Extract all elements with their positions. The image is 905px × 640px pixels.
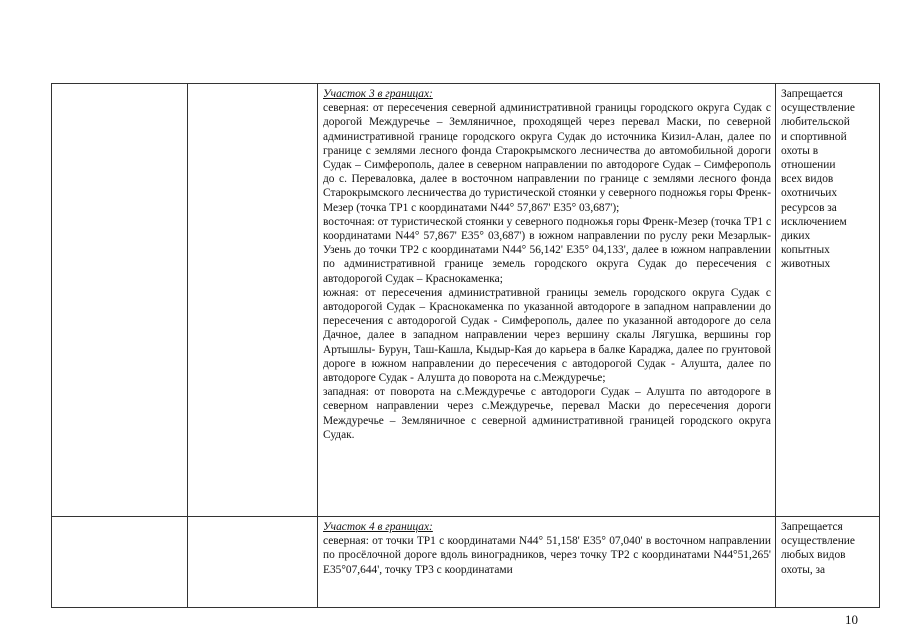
- restriction-line: копытных: [781, 244, 830, 257]
- restriction-line: диких: [781, 230, 811, 243]
- table-row: [52, 517, 880, 608]
- restriction-line: отношении: [781, 159, 836, 172]
- restriction-line: осуществление: [781, 535, 855, 548]
- page-number: 10: [845, 612, 858, 627]
- restriction-line: Запрещается: [781, 521, 843, 533]
- section-3-description: [318, 84, 776, 517]
- empty-cell: [52, 84, 188, 517]
- boundary-east: восточная: от туристической стоянки у северного подножья горы Френк-Мезер (точка ТР1 с координатами N44° 57,867' E35° 03,687') в южном направлении по руслу реки Мезарлык-Узень до точки ТР2 с координатами N44° 56,142' E35° 04,133', далее в южном направлении по административной границе земель городского округа Судак до пересечения с автодорогой Судак – Краснокаменка;: [323, 215, 771, 285]
- restriction-line: всех видов: [781, 173, 834, 186]
- boundary-west: западная: от поворота на с.Междуречье с автодороги Судак – Алушта по автодороге в северном направлении через с.Междуречье, перевал Маски до пересечения дороги Междуречье – Земляничное с северной административной границей городского округа Судак.: [323, 386, 771, 441]
- section-3-restriction: [776, 84, 880, 517]
- restriction-line: ресурсов за: [781, 201, 837, 214]
- section-4-description: [318, 517, 776, 608]
- boundary-south: южная: от пересечения административной границы земель городского округа Судак с автодорогой Судак – Краснокаменка по указанной автодороге в западном направлении до пересечения с автодорогой Судак - Симферополь, далее по указанной автодороге до села Дачное, далее в западном направлении через вершину скалы Лягушка, вершины гор Артышлы- Бурун, Таш-Кашла, Кыдыр-Кая до карьера в балке Караджа, далее по грунтовой дороге в южном направлении до пересечения с автодорогой Судак - Алушта, далее по автодороге Судак - Алушта до поворота на с.Междуречье;: [323, 286, 771, 385]
- restriction-line: охотничьих: [781, 187, 838, 200]
- section-4-restriction: [776, 517, 880, 608]
- restriction-line: охоты, за: [781, 563, 826, 576]
- restriction-line: и спортивной: [781, 130, 847, 143]
- section-title: Участок 4 в границах:: [323, 521, 433, 533]
- boundary-north: северная: от точки ТР1 с координатами N44° 51,158' E35° 07,040' в восточном направлении по просёлочной дороге вдоль виноградников, через точку ТР2 с координатами N44°51,265' E35°07,644', точку ТР3 с координатами: [323, 535, 771, 576]
- boundary-north: северная: от пересечения северной административной границы городского округа Судак с дорогой Междуречье – Земляничное, проходящей через перевал Маски, по северной административной границе городского округа Судак до источника Кизил-Алан, далее по границе с землями лесного фонда Старокрымского лесничества до автомобильной дороги Судак – Симферополь, далее в северном направлении по автодороге Судак – Симферополь до с. Переваловка, далее в восточном направлении по границе с землями лесного фонда Старокрымского лесничества до туристической стоянки у северного подножья горы Френк-Мезер (точка ТР1 с координатами N44° 57,867' E35° 03,687');: [323, 102, 771, 214]
- empty-cell: [188, 517, 318, 608]
- restriction-line: животных: [781, 258, 831, 271]
- restriction-line: исключением: [781, 215, 847, 228]
- table-row: [52, 84, 880, 517]
- empty-cell: [52, 517, 188, 608]
- section-title: Участок 3 в границах:: [323, 88, 433, 100]
- empty-cell: [188, 84, 318, 517]
- restriction-line: Запрещается: [781, 88, 843, 100]
- restriction-line: любительской: [781, 116, 850, 129]
- document-table: [51, 83, 880, 608]
- restriction-line: любых видов: [781, 549, 846, 562]
- restriction-line: охоты в: [781, 144, 819, 157]
- restriction-line: осуществление: [781, 102, 855, 115]
